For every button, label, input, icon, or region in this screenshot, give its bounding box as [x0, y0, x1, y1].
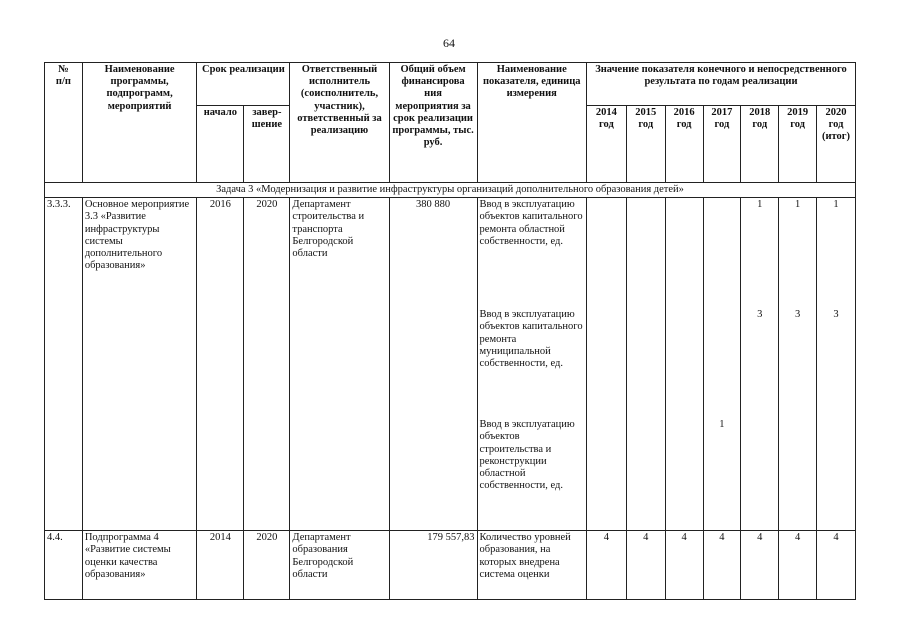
header-executor: Ответственный исполнитель (соисполнитель, участник), ответственный за реализацию: [290, 63, 389, 183]
value-cell-2020: [817, 198, 856, 531]
indicator-item: Ввод в эксплуатацию объектов капитального ремонта областной собственности, ед.: [479, 199, 583, 247]
table-row: [45, 531, 856, 600]
value-cell-2017: 4: [703, 531, 741, 600]
value: 1: [719, 419, 725, 431]
value: [668, 419, 701, 529]
value-cell-2017: [703, 198, 741, 531]
row-num: 3.3.3.: [45, 198, 83, 531]
value-cell-2019: [779, 198, 817, 531]
value-cell-2018: [741, 198, 779, 531]
header-name: Наименование программы, подпрограмм, мероприятий: [82, 63, 197, 183]
value: 1: [757, 199, 763, 211]
value: [706, 309, 739, 419]
row-start: 2016: [197, 198, 244, 531]
row-indicators: [477, 198, 586, 531]
value: [706, 199, 739, 309]
value-cell-2014: [586, 198, 626, 531]
value: 3: [757, 309, 763, 321]
value: 1: [794, 199, 801, 211]
row-name: Основное мероприятие 3.3 «Развитие инфраструктуры системы дополнительного образования»: [82, 198, 197, 531]
indicator-table: [44, 62, 856, 600]
header-year-2017: 2017 год: [703, 106, 741, 183]
value: [819, 419, 853, 529]
row-name: Подпрограмма 4 «Развитие системы оценки качества образования»: [82, 531, 197, 600]
table-row: [45, 198, 856, 531]
page-number: 64: [443, 36, 455, 50]
task-row: [45, 183, 856, 198]
value-cell-2014: 4: [586, 531, 626, 600]
value: [629, 199, 663, 309]
row-end: 2020: [244, 531, 290, 600]
header-financing: Общий объем финансирова ния мероприятия за срок реализации программы, тыс. руб.: [389, 63, 477, 183]
indicator-item: Ввод в эксплуатацию объектов капитального ремонта муниципальной собственности, ед.: [479, 309, 583, 370]
value-cell-2016: 4: [665, 531, 703, 600]
row-financing: 380 880: [389, 198, 477, 531]
row-num: 4.4.: [45, 531, 83, 600]
header-year-2015: 2015 год: [626, 106, 665, 183]
header-year-2018: 2018 год: [741, 106, 779, 183]
value: [589, 419, 624, 529]
value-cell-2018: 4: [741, 531, 779, 600]
value: [589, 309, 624, 419]
row-indicator: Количество уровней образования, на которых внедрена система оценки: [477, 531, 586, 600]
value: [668, 309, 701, 419]
header-indicator: Наименование показателя, единица измерения: [477, 63, 586, 183]
value: [781, 419, 814, 529]
value: 1: [833, 199, 839, 211]
row-financing: 179 557,83: [389, 531, 477, 600]
header-row-1: [45, 63, 856, 106]
header-start: начало: [197, 106, 244, 183]
value-cell-2019: 4: [779, 531, 817, 600]
value-cell-2016: [665, 198, 703, 531]
header-year-2016: 2016 год: [665, 106, 703, 183]
value: [629, 309, 663, 419]
header-num: № п/п: [45, 63, 83, 183]
value: [629, 419, 663, 529]
value: 3: [833, 309, 839, 321]
header-term: Срок реализации: [197, 63, 290, 106]
indicator-item: Ввод в эксплуатацию объектов строительства и реконструкции областной собственности, ед.: [479, 419, 575, 492]
value: [668, 199, 701, 309]
row-executor: Департамент образования Белгородской области: [290, 531, 389, 600]
row-executor: Департамент строительства и транспорта Белгородской области: [290, 198, 389, 531]
header-end: завер- шение: [244, 106, 290, 183]
value-cell-2015: [626, 198, 665, 531]
header-year-2020: 2020 год (итог): [817, 106, 856, 183]
value-cell-2015: 4: [626, 531, 665, 600]
value: [589, 199, 624, 309]
row-start: 2014: [197, 531, 244, 600]
header-year-2014: 2014 год: [586, 106, 626, 183]
header-values-group: Значение показателя конечного и непосредственного результата по годам реализации: [586, 63, 855, 106]
task-title: Задача 3 «Модернизация и развитие инфраструктуры организаций дополнительного образования детей»: [45, 183, 856, 198]
header-year-2019: 2019 год: [779, 106, 817, 183]
value: 3: [794, 309, 801, 321]
value: [743, 419, 776, 529]
row-end: 2020: [244, 198, 290, 531]
value-cell-2020: 4: [817, 531, 856, 600]
